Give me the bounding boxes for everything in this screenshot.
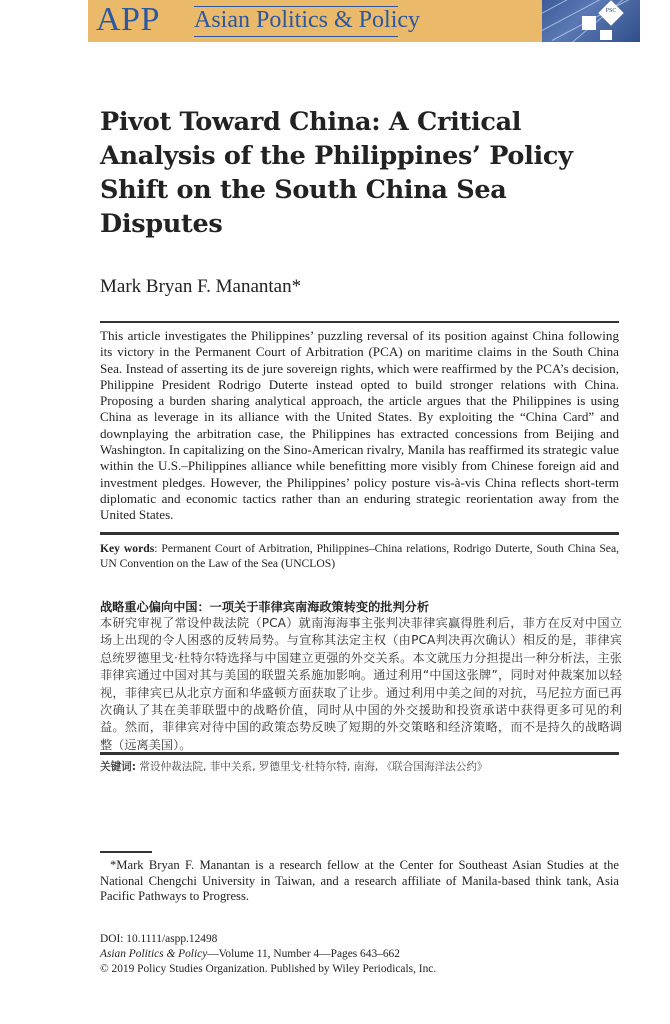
publisher-logo-text: PSC xyxy=(605,8,617,14)
author-name: Mark Bryan F. Manantan* xyxy=(100,276,302,297)
abstract-top-rule xyxy=(100,321,619,323)
doi: DOI: 10.1111/aspp.12498 xyxy=(100,933,218,945)
footnote-rule xyxy=(100,851,152,853)
copyright: © 2019 Policy Studies Organization. Published by Wiley Periodicals, Inc. xyxy=(100,962,437,975)
keywords-label: Key words xyxy=(100,542,155,555)
abstract-bottom-rule xyxy=(100,532,619,535)
abstract-text: This article investigates the Philippines’ puzzling reversal of its position against China following its victory in the Permanent Court of Arbitration (PCA) on maritime claims in the South China Sea. Instead of asserting its de jure sovereign rights, which were reaffirmed by the PCA’s decision, Philippine President Rodrigo Duterte instead opted to build stronger relations with China. Proposing a burden sharing analytical approach, the article argues that the Philippines is using China as leverage in its alliance with the United States. By exploiting the “China Card” and downplaying the arbitration case, the Philippines has extracted concessions from Beijing and Washington. In capitalizing on the Sino-American rivalry, Manila has reaffirmed its strategic value within the U.S.–Philippines alliance while benefitting more visibly from Chinese foreign aid and investment pledges. However, the Philippines’ policy posture vis-à-vis China reflects short-term diplomatic and economic tactics rather than an enduring strategic reorientation away from the United States. xyxy=(100,328,619,523)
chinese-abstract-rule xyxy=(100,752,619,755)
author-footnote: *Mark Bryan F. Manantan is a research fellow at the Center for Southeast Asian Studies at the National Chengchi University in Taiwan, and a research affiliate of Manila-based think tank, Asia Pacific Pathways to Progress. xyxy=(100,858,619,903)
chinese-keywords xyxy=(100,760,619,775)
chinese-keywords-list: 常设仲裁法院, 菲中关系, 罗德里戈·杜特尔特, 南海, 《联合国海洋法公约》 xyxy=(136,761,488,773)
journal-banner xyxy=(88,0,640,42)
journal-name-italic: Asian Politics & Policy xyxy=(100,947,208,960)
keywords xyxy=(100,541,619,571)
keywords-list: : Permanent Court of Arbitration, Philippines–China relations, Rodrigo Duterte, South China Sea, UN Convention on the Law of the Sea (UNCLOS) xyxy=(100,542,619,570)
publication-info xyxy=(100,932,619,976)
article-title: Pivot Toward China: A Critical Analysis of the Philippines’ Policy Shift on the South China Sea Disputes xyxy=(100,107,573,239)
banner-rule-bottom xyxy=(194,36,398,37)
chinese-abstract: 本研究审视了常设仲裁法院（PCA）就南海海事主张判决菲律宾赢得胜利后，菲方在反对中国立场上出现的令人困惑的反转局势。与宣称其法定主权（由PCA判决再次确认）相反的是，菲律宾总统罗德里戈·杜特尔特选择与中国建立更强的外交关系。本文就压力分担提出一种分析法，主张菲律宾通过中国对其与美国的联盟关系施加影响。通过利用“中国这张牌”，同时对仲裁案加以轻视，菲律宾已从北京方面和华盛顿方面获取了让步。通过利用中美之间的对抗，马尼拉方面已再次确认了其在美菲联盟中的战略价值，同时从中国的外交援助和投资承诺中获得更多可见的利益。然而，菲律宾对待中国的政策态势反映了短期的外交策略和经济策略，而不是持久的战略调整（远离美国）。 xyxy=(100,616,622,752)
journal-abbrev: APP xyxy=(96,1,160,38)
chinese-title: 战略重心偏向中国：一项关于菲律宾南海政策转变的批判分析 xyxy=(100,600,430,614)
journal-citation xyxy=(100,947,619,962)
volume-info: —Volume 11, Number 4—Pages 643–662 xyxy=(207,947,400,960)
chinese-keywords-label: 关键词: xyxy=(100,761,137,773)
psc-logo-icon xyxy=(542,0,640,42)
journal-name: Asian Politics & Policy xyxy=(194,7,421,33)
